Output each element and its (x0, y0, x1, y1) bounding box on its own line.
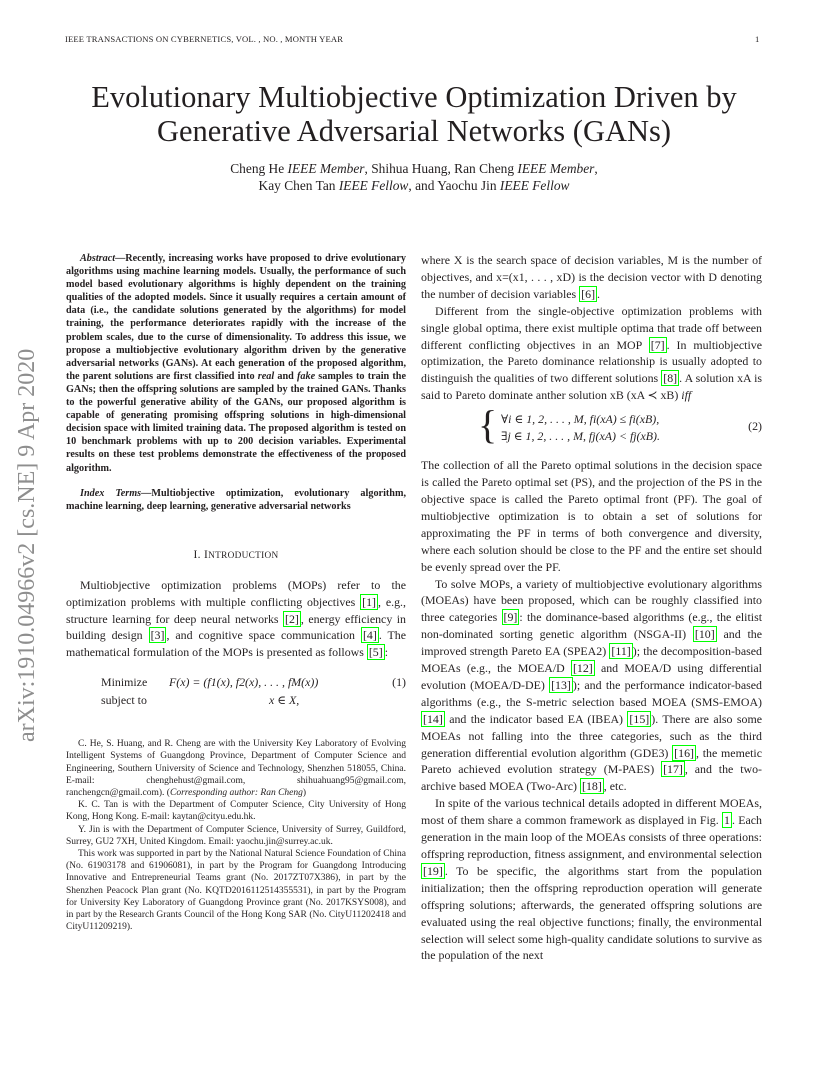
arxiv-stamp-text: arXiv:1910.04966v2 [cs.NE] 9 Apr 2020 (14, 348, 40, 742)
eq-objective: F(x) = (f1(x), f2(x), . . . , fM(x)) (169, 675, 319, 690)
citation-link[interactable]: [3] (150, 628, 165, 643)
citation-link[interactable]: [13] (551, 677, 571, 692)
left-column (66, 252, 406, 933)
abstract-real: real (257, 370, 275, 382)
citation-link[interactable]: [4] (362, 628, 377, 643)
title-line-1: Evolutionary Multiobjective Optimization Driven by (91, 80, 737, 114)
footnote-funding: This work was supported in part by the National Natural Science Foundation of China (No. 61903178 and 61906081), in part by the Program for Guangdong Introducing Innovative and Entrepreneurial Teams grant (No. 2017ZT07X386), in part by the Shenzhen Peacock Plan grant (No. KQTD2016112514355531), in part by the Program for University Key Laboratory of Guangdong Province grant (No. 2017KSYS008), and in part by the Research Grants Council of the Hong Kong SAR (No. CityU11202418 and CityU11209219). (66, 849, 406, 933)
index-terms-label: Index Terms (80, 487, 142, 499)
paragraph-moea-categories: To solve MOPs, a variety of multiobjective evolutionary algorithms (MOEAs) have been proposed, which can be roughly classified into three categories [9] : the dominance-based algorithms (e.g., the elitist non-dominated sorting genetic algorithm (NSGA-II) [10] and the improved strength Pareto EA (SPEA2) [11] ); the decomposition-based MOEAs (e.g., the MOEA/D [12] and MOEA/D using differential evolution (MOEA/D-DE) [13] ); and the performance indicator-based algorithms (e.g., the S-metric selection based MOEA (SMS-EMOA) [14] and the indicator based EA (IBEA) [15] ). There are also some MOEAs not falling into the three categories, such as the third generation differential evolution algorithm (GDE3) [16] , the memetic Pareto achieved evolution strategy (M-PAES) [17] , and the two-archive based MOEA (Two-Arc) [18] , etc. (421, 576, 763, 794)
equation-2 (421, 402, 762, 453)
footnote-affiliation-3: Y. Jin is with the Department of Computer Science, University of Surrey, Guildford, Surrey, GU2 7XH, United Kingdom. Email: yaochu.jin@surrey.ac.uk. (66, 824, 406, 847)
index-terms-text: —Multiobjective optimization, evolutionary algorithm, machine learning, deep learning, generative adversarial networks (66, 487, 406, 512)
citation-link[interactable]: [10] (694, 627, 715, 642)
footnote-affiliation-1: C. He, S. Huang, and R. Cheng are with the University Key Laboratory of Evolving Intelligent Systems of Guangdong Province, Department of Computer Science and Engineering, Southern University of Science and Technology, Shenzhen 518055, China. E-mail: chenghehust@gmail.com, shihuahuang95@gmail.com, ranchengcn@gmail.com). (Corresponding author: Ran Cheng) (66, 739, 406, 799)
author-name: Shihua Huang (371, 161, 448, 176)
section-heading-introduction (66, 547, 406, 565)
citation-link[interactable]: [1] (362, 594, 376, 609)
author-name: Yaochu Jin (437, 178, 497, 193)
abstract-and: and (274, 370, 297, 382)
title-line-2: Generative Adversarial Networks (GANs) (156, 114, 672, 148)
running-header: IEEE TRANSACTIONS ON CYBERNETICS, VOL. , NO. , MONTH YEAR (65, 34, 344, 44)
section-title-rest: NTRODUCTION (208, 550, 279, 561)
author-name: Cheng He (230, 161, 285, 176)
author-line-2: Kay Chen Tan IEEE Fellow, and Yaochu Jin IEEE Fellow (258, 178, 570, 193)
abstract-label: Abstract (80, 253, 116, 264)
paragraph-pareto-dominance: Different from the single-objective optimization problems with single global optima, there exist multiple optima that trade off between different conflicting objectives in an MOP [7] . In multiobjective optimization, the Pareto dominance relationship is usually adopted to distinguish the qualities of two different solutions [8] . A solution xA is said to Pareto dominate anther solution xB (xA ≺ xB) iff (421, 303, 762, 403)
author-list (60, 160, 768, 194)
page-number: 1 (755, 34, 760, 44)
section-cap: I (203, 548, 209, 561)
eq-number: (1) (392, 675, 406, 690)
author-name: Kay Chen Tan (258, 178, 336, 193)
citation-link[interactable]: [18] (581, 779, 602, 794)
paragraph-pareto-set: The collection of all the Pareto optimal solutions in the decision space is called the Pareto optimal set (PS), and the projection of the PS in the objective space is called the Pareto optimal front (PF). The goal of multiobjective optimization is to obtain a set of solutions for approximating the PF in terms of both convergence and diversity, where each solution should be close to the PF and the entire set should be evenly spread over the PF. (421, 458, 762, 574)
citation-link[interactable]: [6] (581, 286, 596, 301)
citation-link[interactable]: [12] (572, 661, 593, 676)
citation-link[interactable]: [19] (423, 863, 443, 878)
footnotes (66, 738, 406, 933)
author-role: IEEE Member (517, 161, 595, 176)
eq-constraint: x ∈ X, (269, 693, 300, 708)
abstract-text: —Recently, increasing works have proposed to drive evolutionary algorithms using machine learning models. Usually, the performance of such model based evolutionary algorithms is highly dependent on the training qualities of the adopted models. Since it usually requires a certain amount of data (i.e., the candidate solutions generated by the algorithms) for model training, the performance deteriorates rapidly with the increase of the problem scales, due to the curse of dimensionality. To address this issue, we propose a multiobjective evolutionary algorithm driven by the generative adversarial networks (GANs). At each generation of the proposed algorithm, the parent solutions are first classified into (66, 253, 406, 382)
citation-link[interactable]: [9] (503, 610, 518, 625)
eq-cases (501, 411, 660, 445)
abstract-fake: fake (297, 370, 316, 382)
equation-1 (66, 668, 406, 714)
paper-title (30, 80, 798, 148)
intro-paragraph-1: Multiobjective optimization problems (MOPs) refer to the optimization problems with multiple conflicting objectives [1] , e.g., structure learning for deep neural networks [2] , energy efficiency in building design [3] , and cognitive space communication [4] . The mathematical formulation of the MOPs is presented as follows [5] : (66, 577, 406, 660)
author-role: IEEE Member (287, 161, 365, 176)
right-column (421, 252, 762, 964)
eq-subject-to: subject to (101, 693, 147, 708)
citation-link[interactable]: [2] (285, 611, 299, 626)
citation-link[interactable]: [11] (611, 644, 631, 659)
arxiv-stamp (8, 265, 44, 745)
paragraph-moea-framework: In spite of the various technical details adopted in different MOEAs, most of them share a common framework as displayed in Fig. 1 . Each generation in the main loop of the MOEAs consists of three operations: offspring reproduction, fitness assignment, and environmental selection [19] . To be specific, the algorithms start from the population initialization; then the offspring reproduction operation will generate offspring solutions; afterwards, the generated offspring solutions are evaluated using the real objective functions; finally, the environmental selection will select some high-quality candidate solutions to survive as the population of the next (421, 796, 762, 963)
citation-link[interactable]: [7] (650, 337, 665, 352)
eq-number: (2) (748, 419, 762, 434)
footnote-affiliation-2: K. C. Tan is with the Department of Computer Science, City University of Hong Kong, Hong Kong. E-mail: kaytan@cityu.edu.hk. (66, 800, 406, 823)
citation-link[interactable]: [17] (663, 762, 683, 777)
author-role: IEEE Fellow (338, 178, 409, 193)
eq-brace: { (478, 402, 498, 448)
eq-case-1: ∀i ∈ 1, 2, . . . , M, fi(xA) ≤ fi(xB), (501, 412, 660, 427)
author-line-1: Cheng He IEEE Member, Shihua Huang, Ran Cheng IEEE Member, (230, 161, 598, 176)
citation-link[interactable]: [16] (674, 745, 694, 760)
citation-link[interactable]: [15] (629, 711, 650, 726)
abstract-text-2: samples to train the GANs; then the offspring solutions are sampled by the trained GANs. Thanks to the powerful generative ability of the GANs, our proposed algorithm is capable of generating promising offspring solutions in high-dimensional decision space with limited training data. The proposed algorithm is tested on 10 benchmark problems with up to 200 decision variables. Experimental results on these test problems demonstrate the effectiveness of the proposed algorithm. (66, 370, 406, 474)
citation-link[interactable]: [5] (368, 645, 383, 660)
figure-link[interactable]: 1 (723, 813, 730, 828)
eq-minimize: Minimize (101, 675, 148, 690)
author-role: IEEE Fellow (499, 178, 570, 193)
author-name: Ran Cheng (454, 161, 515, 176)
eq-case-2: ∃j ∈ 1, 2, . . . , M, fj(xA) < fj(xB). (501, 429, 660, 444)
abstract (66, 252, 406, 513)
section-number: I. (193, 548, 204, 561)
citation-link[interactable]: [14] (423, 711, 443, 726)
citation-link[interactable]: [8] (663, 371, 678, 386)
paragraph-search-space: where X is the search space of decision variables, M is the number of objectives, and x=(x1, . . . , xD) is the decision vector with D denoting the number of decision variables [6] . (421, 253, 762, 301)
